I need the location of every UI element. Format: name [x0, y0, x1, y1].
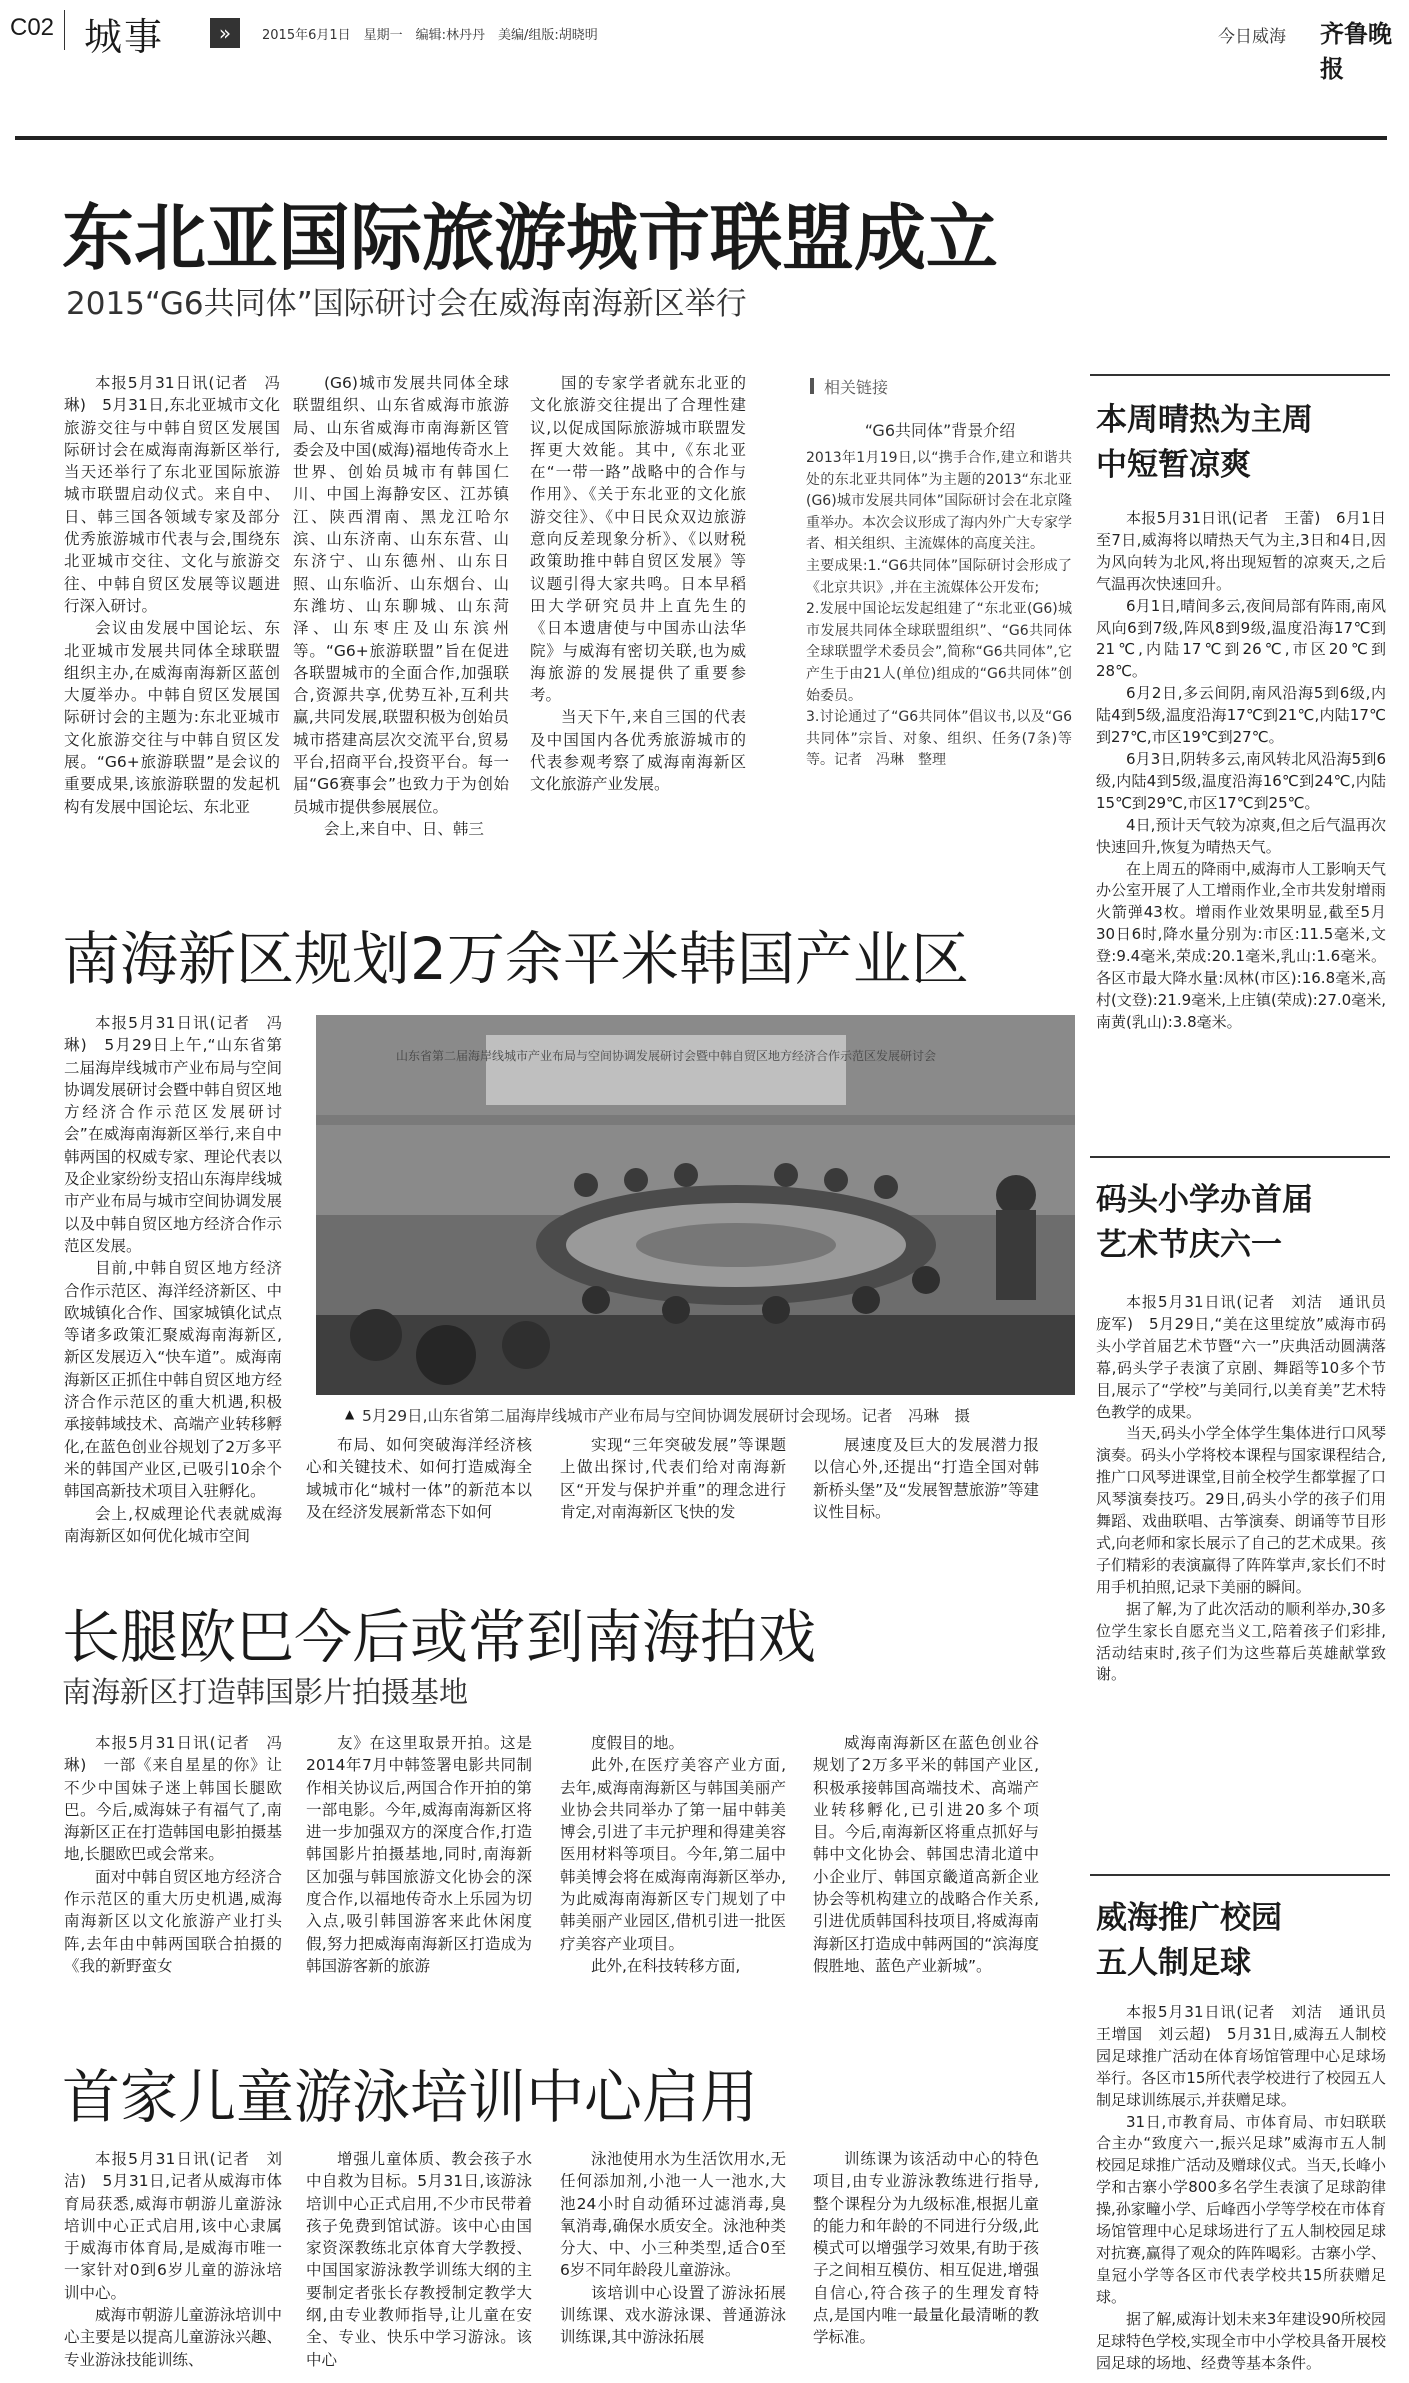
paragraph: 31日,市教育局、市体育局、市妇联联合主办“致度六一,振兴足球”威海市五人制校园足球推广活动及赠球仪式。当天,长峰小学和古寨小学800多名学生表演了足球韵律操,孙家疃小学、后峰西小学等学校在市体育场馆管理中心足球场进行了五人制校园足球对抗赛,赢得了观众的阵阵喝彩。古寨小学、皇冠小学等各区市代表学校共15所获赠足球。: [1096, 2112, 1386, 2306]
related-link-body: [806, 448, 1072, 772]
paragraph: 威海南海新区在蓝色创业谷规划了2万多平米的韩国产业区,积极承接韩国高端技术、高端产业转移孵化,已引进20多个项目。今后,南海新区将重点抓好与韩中文化协会、韩国忠清北道中小企业厅、韩国京畿道高新企业协会等机构建立的战略合作关系,引进优质韩国科技项目,将威海南海新区打造成中韩两国的“滨海度假胜地、蓝色产业新城”。: [813, 1734, 1039, 1975]
swim-column-3: [560, 2148, 786, 2373]
masthead-divider: [64, 10, 65, 50]
sidebar-rule-football: [1090, 1874, 1390, 1876]
filming-headline: 长腿欧巴今后或常到南海拍戏: [62, 1603, 817, 1671]
column-name: 今日威海: [1218, 27, 1286, 47]
paragraph: (G6)城市发展共同体全球联盟组织、山东省威海市旅游局、山东省威海市南海新区管委会及中国(威海)福地传奇水上世界、创始员城市有韩国仁川、中国上海静安区、江苏镇江、陕西渭南、黑龙江哈尔滨、山东济南、山东东营、山东济宁、山东德州、山东日照、山东临沂、山东烟台、山东潍坊、山东聊城、山东菏泽、山东枣庄及山东滨州等。“G6+旅游联盟”旨在促进各联盟城市的全面合作,加强联合,资源共享,优势互补,互利共赢,共同发展,联盟积极为创始员城市搭建高层次交流平台,贸易平台,招商平台,投资平台。每一届“G6赛事会”也致力于为创始员城市提供参展展位。: [293, 374, 509, 816]
paragraph: 该培训中心设置了游泳拓展训练课、戏水游泳课、普通游泳训练课,其中游泳拓展: [560, 2283, 786, 2347]
lead-column-2: [293, 372, 509, 838]
swim-column-2: [306, 2148, 532, 2373]
paragraph: 在上周五的降雨中,威海市人工影响天气办公室开展了人工增雨作业,全市共发射增雨火箭弹43枚。增雨作业效果明显,截至5月30日6时,降水量分别为:市区:11.5毫米,文登:9.4毫米,荣成:20.1毫米,乳山:1.6毫米。各区市最大降水量:凤林(市区):16.8毫米,高村(文登):21.9毫米,上庄镇(荣成):27.0毫米,南黄(乳山):3.8毫米。: [1096, 859, 1386, 1031]
sidebar-rule-weather: [1090, 374, 1390, 376]
paragraph: 友》在这里取景开拍。这是2014年7月中韩签署电影共同制作相关协议后,两国合作开拍的第一部电影。今年,威海南海新区将进一步加强双方的深度合作,打造韩国影片拍摄基地,同时,南海新区加强与韩国旅游文化协会的深度合作,以福地传奇水上乐园为切入点,吸引韩国游客来此休闲度假,努力把威海南海新区打造成为韩国游客新的旅游: [306, 1734, 532, 1975]
paragraph: 此外,在医疗美容产业方面,去年,威海南海新区与韩国美丽产业协会共同举办了第一届中韩美博会,引进了丰元护理和得建美容医用材料等项目。今年,第二届中韩美博会将在威海南海新区举办,为此威海南海新区专门规划了中韩美丽产业园区,借机引进一批医疗美容产业项目。: [560, 1756, 786, 1953]
paragraph: 主要成果:1.“G6共同体”国际研讨会形成了《北京共识》,并在主流媒体公开发布;: [806, 557, 1072, 596]
paragraph: 2013年1月19日,以“携手合作,建立和谐共处的东北亚共同体”为主题的2013“东北亚(G6)城市发展共同体”国际研讨会在北京隆重举办。本次会议形成了海内外广大专家学者、相关组织、主流媒体的高度关注。: [806, 450, 1072, 553]
korea-zone-column-1: [64, 1012, 282, 1545]
art-festival-headline: 码头小学办首届艺术节庆六一: [1096, 1182, 1313, 1263]
paragraph: 4日,预计天气较为凉爽,但之后气温再次快速回升,恢复为晴热天气。: [1096, 815, 1386, 856]
paragraph: 据了解,为了此次活动的顺利举办,30多位学生家长自愿充当义工,陪着孩子们彩排,活动结束时,孩子们为这些幕后英雄献掌致谢。: [1096, 1599, 1386, 1684]
paragraph: 训练课为该活动中心的特色项目,由专业游泳教练进行指导,整个课程分为九级标准,根据儿童的能力和年龄的不同进行分级,此模式可以增强学习效果,有助于孩子之间相互模仿、相互促进,增强自信心,符合孩子的生理发育特点,是国内唯一最量化最清晰的教学标准。: [813, 2150, 1039, 2347]
masthead: [0, 0, 1409, 83]
filming-column-3: [560, 1732, 786, 2022]
paragraph: 泳池使用水为生活饮用水,无任何添加剂,小池一人一池水,大池24小时自动循环过滤消毒,臭氧消毒,确保水质安全。泳池种类分大、中、小三种类型,适合0至6岁不同年龄段儿童游泳。: [560, 2150, 786, 2280]
paragraph: 会上,权威理论代表就威海南海新区如何优化城市空间: [64, 1504, 282, 1545]
paragraph: 展速度及巨大的发展潜力报以信心外,还提出“打造全国对韩新桥头堡”及“发展智慧旅游”等建议性目标。: [813, 1436, 1039, 1521]
paragraph: 会上,来自中、日、韩三: [324, 819, 484, 838]
weather-body: [1096, 508, 1386, 1112]
paragraph: 实现“三年突破发展”等课题上做出探讨,代表们给对南海新区“开发与保护并重”的理念进行肯定,对南海新区飞快的发: [560, 1436, 786, 1521]
paragraph: 本报5月31日讯(记者 刘洁 通讯员 庞军) 5月29日,“美在这里绽放”威海市码头小学首届艺术节暨“六一”庆典活动圆满落幕,码头学子表演了京剧、舞蹈等10多个节目,展示了“学校”与美同行,以美育美”艺术特色教学的成果。: [1096, 1293, 1402, 1421]
paragraph: 本报5月31日讯(记者 冯琳) 5月29日上午,“山东省第二届海岸线城市产业布局与空间协调发展研讨会暨中韩自贸区地方经济合作示范区发展研讨会”在威海南海新区举行,来自中韩两国的权威专家、理论代表以及企业家纷纷支招山东海岸线城市产业布局与城市空间协调发展以及中韩自贸区地方经济合作示范区发展。: [64, 1014, 282, 1255]
paragraph: 本报5月31日讯(记者 冯琳) 5月31日,东北亚城市文化旅游交往与中韩自贸区发展国际研讨会在威海南海新区举行,当天还举行了东北亚国际旅游城市联盟启动仪式。来自中、日、韩三国各领域专家及部分优秀旅游城市代表与会,围绕东北亚城市交往、文化与旅游交往、中韩自贸区发展等议题进行深入研讨。: [64, 374, 280, 615]
dateline: 2015年6月1日 星期一 编辑:林丹丹 美编/组版:胡晓明: [262, 28, 598, 43]
paragraph: 6月1日,晴间多云,夜间局部有阵雨,南风风向6到7级,阵风8到9级,温度沿海17℃到21℃,内陆17℃到26℃,市区20℃到28℃。: [1096, 596, 1386, 681]
lead-column-1: [64, 372, 280, 834]
filming-column-4: [813, 1732, 1039, 2022]
section-title: 城事: [84, 15, 165, 59]
paragraph: 本报5月31日讯(记者 刘洁) 5月31日,记者从威海市体育局获悉,威海市朝游儿童游泳培训中心正式启用,该中心隶属于威海市体育局,是威海市唯一一家针对0到6岁儿童的游泳培训中心。: [64, 2150, 282, 2302]
related-link-title: “G6共同体”背景介绍: [864, 421, 1016, 440]
masthead-rule: [15, 136, 1387, 140]
paragraph: 增强儿童体质、教会孩子水中自救为目标。5月31日,该游泳培训中心正式启用,不少市民带着孩子免费到馆试游。该中心由国家资深教练北京体育大学教授、中国国家游泳教学训练大纲的主要制定者张长存教授制定教学大纲,由专业教师指导,让儿童在安全、专业、快乐中学习游泳。该中心: [306, 2150, 532, 2369]
paragraph: 目前,中韩自贸区地方经济合作示范区、海洋经济新区、中欧城镇化合作、国家城镇化试点等诸多政策汇聚威海南海新区,新区发展迈入“快车道”。威海南海新区正抓住中韩自贸区地方经济合作示范区的重大机遇,积极承接韩域技术、高端产业转移孵化,在蓝色创业谷规划了2万多平米的韩国产业区,已吸引10余个韩国高新技术项目入驻孵化。: [64, 1259, 282, 1501]
filming-column-1: [64, 1732, 282, 2022]
paragraph: 6月3日,阴转多云,南风转北风沿海5到6级,内陆4到5级,温度沿海16℃到24℃,内陆15℃到29℃,市区17℃到25℃。: [1096, 749, 1386, 812]
paragraph: 当天,码头小学全体学生集体进行口风琴演奏。码头小学将校本课程与国家课程结合,推广口风琴进课堂,目前全校学生都掌握了口风琴演奏技巧。29日,码头小学的孩子们用舞蹈、戏曲联唱、古筝演奏、朗诵等节目形式,向老师和家长展示了自己的艺术成果。孩子们精彩的表演赢得了阵阵掌声,家长们不时用手机拍照,记录下美丽的瞬间。: [1096, 1424, 1386, 1596]
filming-subtitle: 南海新区打造韩国影片拍摄基地: [62, 1675, 469, 1709]
paragraph: 国的专家学者就东北亚的文化旅游交往提出了合理性建议,以促成国际旅游城市联盟发挥更大效能。其中,《东北亚在“一带一路”战略中的合作与作用》、《关于东北亚的文化旅游交往》、《中日民众双边旅游意向反差现象分析》、《以财税政策助推中韩自贸区发展》等议题引得大家共鸣。日本早稻田大学研究员井上直先生的《日本遗唐使与中国赤山法华院》与威海有密切关联,也为威海旅游的发展提供了重要参考。: [530, 374, 746, 705]
swim-column-4: [813, 2148, 1039, 2373]
swim-headline: 首家儿童游泳培训中心启用: [62, 2063, 759, 2131]
paragraph: 3.讨论通过了“G6共同体”倡议书,以及“G6共同体”宗旨、对象、组织、任务(7条)等等。记者 冯琳 整理: [806, 709, 1072, 769]
double-chevron-right-icon: »: [210, 18, 240, 48]
paragraph: 据了解,威海计划未来3年建设90所校园足球特色学校,实现全市中小学校具备开展校园足球的场地、经费等基本条件。: [1096, 2309, 1386, 2372]
photo-caption: 5月29日,山东省第二届海岸线城市产业布局与空间协调发展研讨会现场。记者 冯琳 摄: [362, 1407, 971, 1425]
korea-zone-column-3: [560, 1434, 786, 1534]
weather-headline: 本周晴热为主周中短暂凉爽: [1096, 402, 1313, 483]
paragraph: 6月2日,多云间阴,南风沿海5到6级,内陆4到5级,温度沿海17℃到21℃,内陆17℃到27℃,市区19℃到27℃。: [1096, 684, 1386, 747]
paragraph: 当天下午,来自三国的代表及中国国内各优秀旅游城市的代表参观考察了威海南海新区文化旅游产业发展。: [530, 708, 746, 794]
art-festival-body: [1096, 1292, 1402, 1832]
paragraph: 度假目的地。: [591, 1734, 685, 1752]
conference-photo: [316, 1015, 1075, 1395]
paragraph: 威海市朝游儿童游泳培训中心主要是以提高儿童游泳兴趣、专业游泳技能训练、: [64, 2306, 282, 2369]
newspaper-brand: 齐鲁晚报: [1320, 19, 1392, 83]
paragraph: 本报5月31日讯(记者 刘洁 通讯员 王增国 刘云超) 5月31日,威海五人制校园足球推广活动在体育场馆管理中心足球场举行。各区市15所代表学校进行了校园五人制足球训练展示,并获赠足球。: [1096, 2003, 1402, 2109]
paragraph: 本报5月31日讯(记者 冯琳) 一部《来自星星的你》让不少中国妹子迷上韩国长腿欧巴。今后,威海妹子有福气了,南海新区正在打造韩国电影拍摄基地,长腿欧巴或会常来。: [64, 1734, 282, 1864]
paragraph: 此外,在科技转移方面,: [591, 1956, 741, 1975]
football-headline: 威海推广校园五人制足球: [1096, 1900, 1282, 1981]
triangle-up-icon: ▲: [345, 1407, 355, 1421]
paragraph: 会议由发展中国论坛、东北亚城市发展共同体全球联盟组织主办,在威海南海新区蓝创大厦举办。中韩自贸区发展国际研讨会的主题为:东北亚城市文化旅游交往与中韩自贸区发展。“G6+旅游联盟”是会议的重要成果,该旅游联盟的发起机构有发展中国论坛、东北亚: [64, 619, 280, 816]
korea-zone-column-2: [306, 1434, 532, 1534]
lead-subtitle: 2015“G6共同体”国际研讨会在威海南海新区举行: [66, 286, 747, 322]
paragraph: 面对中韩自贸区地方经济合作示范区的重大历史机遇,威海南海新区以文化旅游产业打头阵,去年由中韩两国联合拍摄的《我的新野蛮女: [64, 1867, 282, 1975]
conference-banner-text: 山东省第二届海岸线城市产业布局与空间协调发展研讨会暨中韩自贸区地方经济合作示范区发展研讨会: [395, 1049, 937, 1063]
paragraph: 布局、如何突破海洋经济核心和关键技术、如何打造威海全域城市化“城村一体”的新范本以及在经济发展新常态下如何: [306, 1436, 532, 1521]
korea-zone-headline: 南海新区规划2万余平米韩国产业区: [62, 925, 969, 993]
lead-column-3: [530, 372, 746, 834]
paragraph: 2.发展中国论坛发起组建了“东北亚(G6)城市发展共同体全球联盟组织”、“G6共同体全球联盟学术委员会”,简称“G6共同体”,它产生于由21人(单位)组成的“G6共同体”创始委员。: [806, 601, 1072, 704]
filming-column-2: [306, 1732, 532, 2022]
swim-column-1: [64, 2148, 282, 2373]
page-number: C02: [10, 14, 55, 41]
football-body: [1096, 2002, 1402, 2374]
paragraph: 本报5月31日讯(记者 王蕾) 6月1日至7日,威海将以晴热天气为主,3日和4日,因为风向转为北风,将出现短暂的凉爽天,之后气温再次快速回升。: [1096, 509, 1386, 593]
lead-headline: 东北亚国际旅游城市联盟成立: [62, 196, 999, 280]
related-link-tag: 相关链接: [810, 375, 888, 398]
korea-zone-column-4: [813, 1434, 1039, 1534]
sidebar-rule-art: [1090, 1156, 1390, 1158]
